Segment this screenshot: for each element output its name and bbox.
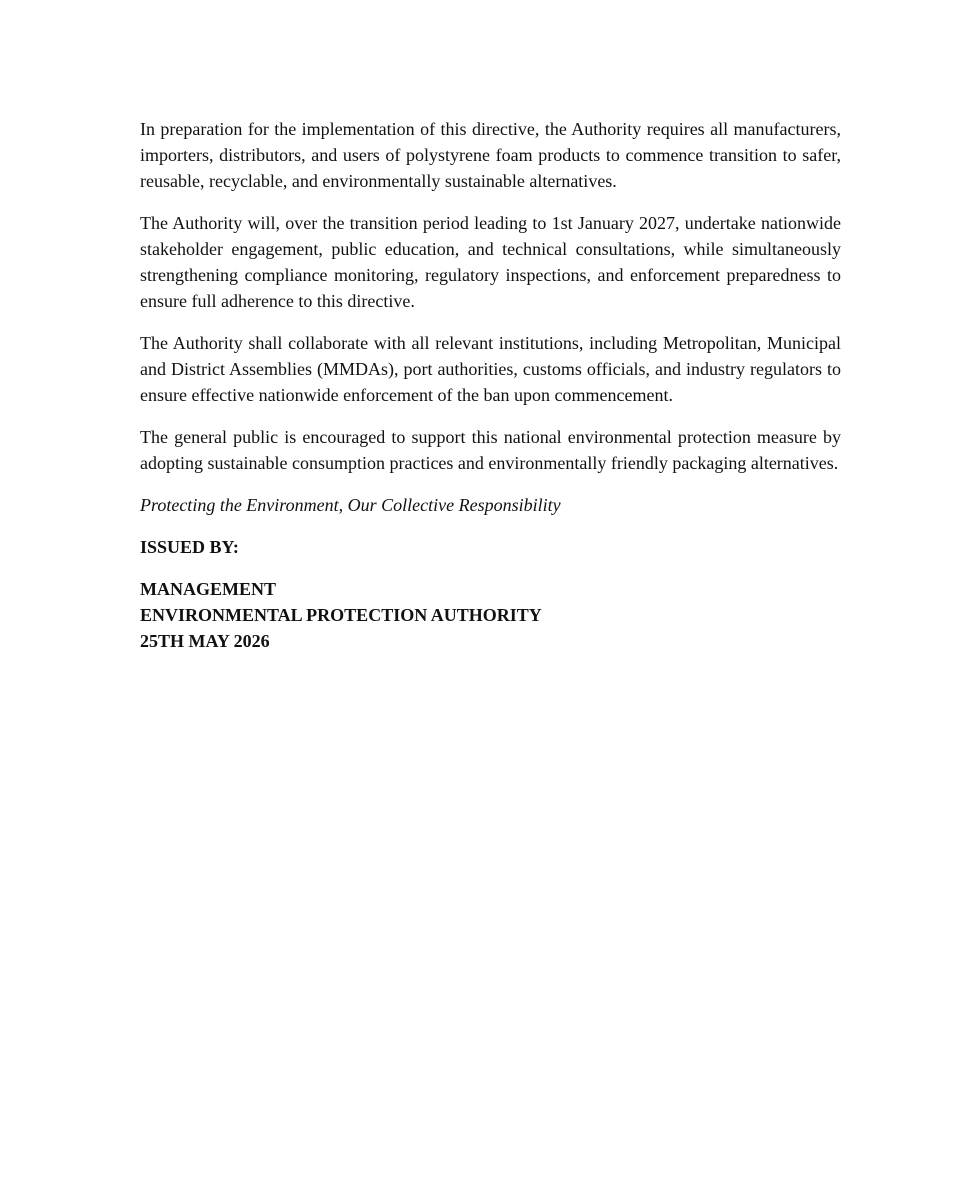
paragraph-transition-requirement: In preparation for the implementation of this directive, the Authority requires all manufacturers, importers, distributors, and users of polystyrene foam products to commence transition to safer, reusable, recyclable, and environmentally sustainable alternatives. [140,119,841,191]
signature-block [140,576,841,654]
paragraph-collaboration: The Authority shall collaborate with all relevant institutions, including Metropolitan, Municipal and District Assemblies (MMDAs), port authorities, customs officials, and industry regulators to ensure effective nationwide enforcement of the ban upon commencement. [140,333,841,405]
issued-by-label: ISSUED BY: [140,537,239,557]
signature-date: 25TH MAY 2026 [140,631,270,651]
document-page [140,116,841,654]
signature-management: MANAGEMENT [140,579,276,599]
motto: Protecting the Environment, Our Collective Responsibility [140,495,561,515]
signature-authority: ENVIRONMENTAL PROTECTION AUTHORITY [140,605,542,625]
paragraph-public-encouragement: The general public is encouraged to support this national environmental protection measure by adopting sustainable consumption practices and environmentally friendly packaging alternatives. [140,427,841,473]
paragraph-transition-period: The Authority will, over the transition period leading to 1st January 2027, undertake nationwide stakeholder engagement, public education, and technical consultations, while simultaneously strengthening compliance monitoring, regulatory inspections, and enforcement preparedness to ensure full adherence to this directive. [140,213,841,311]
